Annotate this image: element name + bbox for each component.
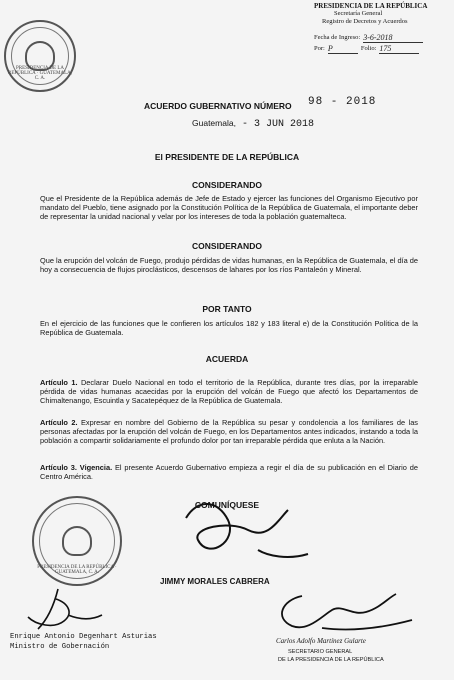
stamp-line1: PRESIDENCIA DE LA REPÚBLICA	[314, 2, 428, 10]
article-2	[40, 418, 418, 446]
considerando-heading-2: CONSIDERANDO	[192, 241, 262, 251]
registry-stamp	[314, 2, 454, 54]
stamp-line2: Secretaría General	[334, 10, 383, 17]
comuniquese-heading: COMUNÍQUESE	[194, 500, 260, 510]
presidential-seal-bottom	[32, 496, 122, 586]
minister-title: Ministro de Gobernación	[10, 643, 110, 651]
minister-name: Enrique Antonio Degenhart Asturias	[10, 633, 157, 641]
por-tanto-heading: POR TANTO	[202, 304, 252, 314]
stamp-folio-label: Folio:	[360, 45, 377, 52]
seal-text: PRESIDENCIA DE LA REPÚBLICA · GUATEMALA, C. A.	[7, 66, 73, 81]
secretary-name: Carlos Adolfo Martínez Gularte	[276, 637, 366, 645]
date-stamp: - 3 JUN 2018	[241, 119, 314, 130]
stamp-fecha-label: Fecha de Ingreso:	[314, 34, 361, 41]
article-2-label: Artículo 2.	[40, 418, 78, 427]
stamp-folio-value: 175	[379, 45, 419, 54]
secretary-title-1: SECRETARIO GENERAL	[288, 649, 353, 655]
president-signature-icon	[168, 490, 318, 580]
stamp-line3: Registro de Decretos y Acuerdos	[322, 18, 408, 25]
article-1	[40, 378, 418, 406]
stamp-fecha-value: 3-6-2018	[363, 34, 423, 43]
location: Guatemala,	[192, 118, 236, 128]
article-1-label: Artículo 1.	[40, 378, 78, 387]
secretary-title-2: DE LA PRESIDENCIA DE LA REPÚBLICA	[278, 657, 384, 663]
considerando-paragraph-2: Que la erupción del volcán de Fuego, produjo pérdidas de vidas humanas, en la República de Guatemala, el día de hoy a consecuencia de flujos piroclásticos, descensos de lahares por los ríos Pantaleón y Mineral.	[40, 256, 418, 275]
secretary-signature-icon	[262, 586, 422, 642]
article-3	[40, 463, 418, 481]
acuerda-heading: ACUERDA	[205, 354, 249, 364]
article-2-text: Expresar en nombre del Gobierno de la República su pesar y condolencia a los familiares de las personas afectadas por la erupción del volcán de Fuego, en los Departamentos antes indicados, instando a toda la población a compartir solidariamente el profundo dolor por tan irreparable pérdida que enluta a la Nación.	[40, 418, 418, 446]
document-title: ACUERDO GUBERNATIVO NÚMERO	[144, 101, 292, 111]
stamp-por-value: P	[328, 45, 358, 54]
article-3-text: El presente Acuerdo Gubernativo empieza a regir el día de su publicación en el Diario de Centro América.	[40, 463, 418, 482]
presidential-seal-top	[4, 20, 76, 92]
article-1-text: Declarar Duelo Nacional en todo el territorio de la República, durante tres días, por la irreparable pérdida de vidas humanas acaecidas por la erupción del volcán de Fuego que afectó los Departamentos de Chimaltenango, Escuintla y Sacatepéquez de la República de Guatemala.	[40, 378, 419, 406]
document-date	[192, 118, 314, 130]
por-tanto-paragraph: En el ejercicio de las funciones que le confieren los artículos 182 y 183 literal e) de la Constitución Política de la República de Guatemala.	[40, 319, 418, 338]
considerando-paragraph-1: Que el Presidente de la República además de Jefe de Estado y ejercer las funciones del Organismo Ejecutivo por mandato del Pueblo, tiene asignado por la Constitución Política de la República de Guatemala, el importante deber de representar la unidad nacional y velar por los intereses de toda la población guatemalteca.	[40, 194, 418, 222]
minister-signature-icon	[18, 585, 108, 633]
agreement-number: 98 - 2018	[308, 96, 377, 108]
seal-text: PRESIDENCIA DE LA REPÚBLICA · GUATEMALA, C. A.	[37, 565, 117, 575]
article-3-label: Artículo 3. Vigencia.	[40, 463, 113, 472]
stamp-por-label: Por:	[314, 45, 325, 52]
president-name: JIMMY MORALES CABRERA	[160, 577, 270, 586]
considerando-heading-1: CONSIDERANDO	[192, 180, 262, 190]
issuer-heading: El PRESIDENTE DE LA REPÚBLICA	[154, 152, 300, 162]
